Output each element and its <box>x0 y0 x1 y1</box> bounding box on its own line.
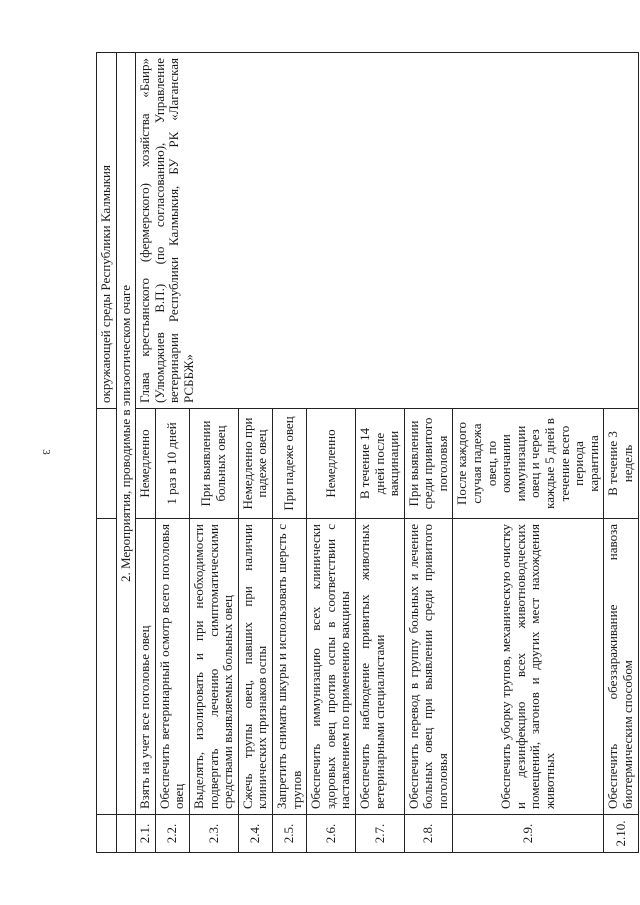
row-number: 2.7. <box>355 815 404 853</box>
table-row-continued <box>97 53 117 853</box>
measure-cell: Обеспечить наблюдение привитых животных ветеринарными специалистами <box>355 519 404 815</box>
row-number: 2.9. <box>453 815 604 853</box>
due-cell: Немедленно <box>307 409 356 519</box>
measures-table <box>96 52 639 853</box>
row-number: 2.10. <box>604 815 638 853</box>
row-number: 2.2. <box>155 815 189 853</box>
section-title: 2. Мероприятия, проводимые в эпизоотическом очаге <box>116 53 136 815</box>
row-number: 2.8. <box>404 815 453 853</box>
row-number: 2.3. <box>189 815 238 853</box>
measure-cell: Выделять, изолировать и при необходимости подвергать лечению симптоматическими средствами выявляемых больных овец <box>189 519 238 815</box>
measure-cell: Обеспечить уборку трупов, механическую очистку и дезинфекцию всех животноводческих помещений, загонов и других мест нахождения животных <box>453 519 604 815</box>
measure-cell: Обеспечить перевод в группу больных и лечение больных овец при выявлении среди привитого поголовья <box>404 519 453 815</box>
responsible-cell: Глава крестьянского (фермерского) хозяйства «Баир» (Улюмджиев В.П.) (по согласованию), Управление ветеринарии Республики Калмыкия, БУ РК «Лаганская РСББЖ» <box>136 53 638 409</box>
measures-table-sheet <box>96 53 635 853</box>
due-cell: При падеже овец <box>272 409 306 519</box>
page-number: 3 <box>40 449 52 455</box>
empty-cell <box>116 815 136 853</box>
empty-cell <box>97 815 117 853</box>
due-cell: 1 раз в 10 дней <box>155 409 189 519</box>
table-row <box>136 53 156 853</box>
row-number: 2.4. <box>238 815 272 853</box>
empty-cell <box>97 409 117 519</box>
measure-cell: Обеспечить ветеринарный осмотр всего поголовья овец <box>155 519 189 815</box>
due-cell: При выявлении среди привитого поголовья <box>404 409 453 519</box>
due-cell: После каждого случая падежа овец, по окончании иммунизации овец и через каждые 5 дней в течение всего периода карантина <box>453 409 604 519</box>
row-number: 2.6. <box>307 815 356 853</box>
measure-cell: Обеспечить обеззараживание навоза биотермическим способом <box>604 519 638 815</box>
responsible-cell: окружающей среды Республики Калмыкия <box>97 53 117 409</box>
due-cell: В течение 3 недель <box>604 409 638 519</box>
measure-cell: Взять на учет все поголовье овец <box>136 519 156 815</box>
row-number: 2.5. <box>272 815 306 853</box>
measure-cell: Сжечь трупы овец, павших при наличии клинических признаков оспы <box>238 519 272 815</box>
due-cell: Немедленно <box>136 409 156 519</box>
measure-cell: Запретить снимать шкуры и использовать шерсть с трупов <box>272 519 306 815</box>
row-number: 2.1. <box>136 815 156 853</box>
due-cell: В течение 14 дней после вакцинации <box>355 409 404 519</box>
measure-cell: Обеспечить иммунизацию всех клинически здоровых овец против оспы в соответствии с наставлением по применению вакцины <box>307 519 356 815</box>
section-header-row <box>116 53 136 853</box>
empty-cell <box>97 519 117 815</box>
due-cell: Немедленно при падеже овец <box>238 409 272 519</box>
due-cell: При выявлении больных овец <box>189 409 238 519</box>
